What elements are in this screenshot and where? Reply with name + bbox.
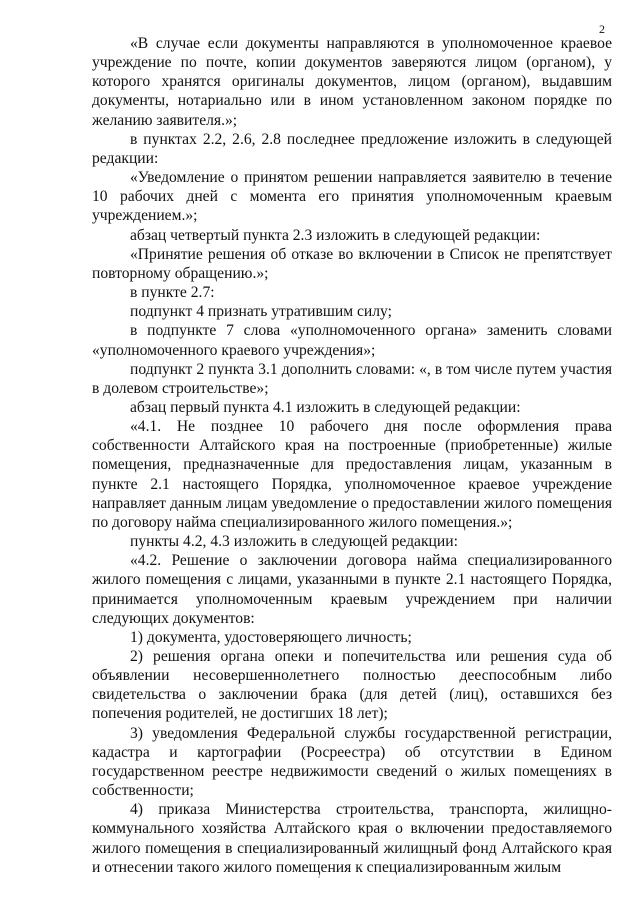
paragraph: в пунктах 2.2, 2.6, 2.8 последнее предложение изложить в следующей редакции: (92, 130, 612, 167)
paragraph: в пункте 2.7: (130, 284, 215, 302)
paragraph: подпункт 2 пункта 3.1 дополнить словами: «, в том числе путем участия в долевом строительстве»; (92, 360, 612, 397)
paragraph: «Принятие решения об отказе во включении в Список не препятствует повторному обращению.»; (92, 245, 612, 282)
paragraph: подпункт 4 признать утратившим силу; (130, 303, 392, 321)
paragraph: «В случае если документы направляются в уполномоченное краевое учреждение по почте, копии документов заверяются лицом (органом), у которого хранятся оригиналы документов, лицом (органом), выдавшим документы, нотариально или в ином установленном законом порядке по желанию заявителя.»; (92, 35, 612, 129)
list-item: 2) решения органа опеки и попечительства или решения суда об объявлении несовершеннолетнего полностью дееспособным либо свидетельства о заключении брака (для детей (лиц), оставшихся без попечения родителей, не достигших 18 лет); (92, 648, 612, 723)
paragraph: пункты 4.2, 4.3 изложить в следующей редакции: (130, 533, 458, 551)
scan-speck (318, 876, 320, 878)
paragraph: в подпункте 7 слова «уполномоченного органа» заменить словами «уполномоченного краевого учреждения»; (92, 322, 612, 359)
list-item: 3) уведомления Федеральной службы государственной регистрации, кадастра и картографии (Росреестра) об отсутствии в Едином государственном реестре недвижимости сведений о жилых помещениях в собственности; (92, 724, 612, 800)
paragraph: «Уведомление о принятом решении направляется заявителю в течение 10 рабочих дней с момента его принятия уполномоченным краевым учреждением.»; (92, 169, 612, 225)
paragraph: «4.1. Не позднее 10 рабочего дня после оформления права собственности Алтайского края на построенные (приобретенные) жилые помещения, предназначенные для предоставления лицам, указанным в пункте 2.1 настоящего Порядка, уполномоченное краевое учреждение направляет данным лицам уведомление о предоставлении жилого помещения по договору найма специализированного жилого помещения.»; (92, 418, 612, 531)
paragraph: абзац первый пункта 4.1 изложить в следующей редакции: (130, 398, 521, 416)
paragraph: абзац четвертый пункта 2.3 изложить в следующей редакции: (130, 226, 541, 244)
document-body (92, 34, 612, 877)
paragraph: «4.2. Решение о заключении договора найма специализированного жилого помещения с лицами, указанными в пункте 2.1 настоящего Порядка, принимается уполномоченным краевым учреждением при наличии следующих документов: (92, 552, 612, 627)
list-item: 1) документа, удостоверяющего личность; (130, 628, 412, 646)
page-number: 2 (599, 22, 605, 36)
list-item: 4) приказа Министерства строительства, транспорта, жилищно-коммунального хозяйства Алтайского края о включении предоставляемого жилого помещения в специализированный жилищный фонд Алтайского края и отнесении такого жилого помещения к специализированным жилым (92, 801, 612, 876)
